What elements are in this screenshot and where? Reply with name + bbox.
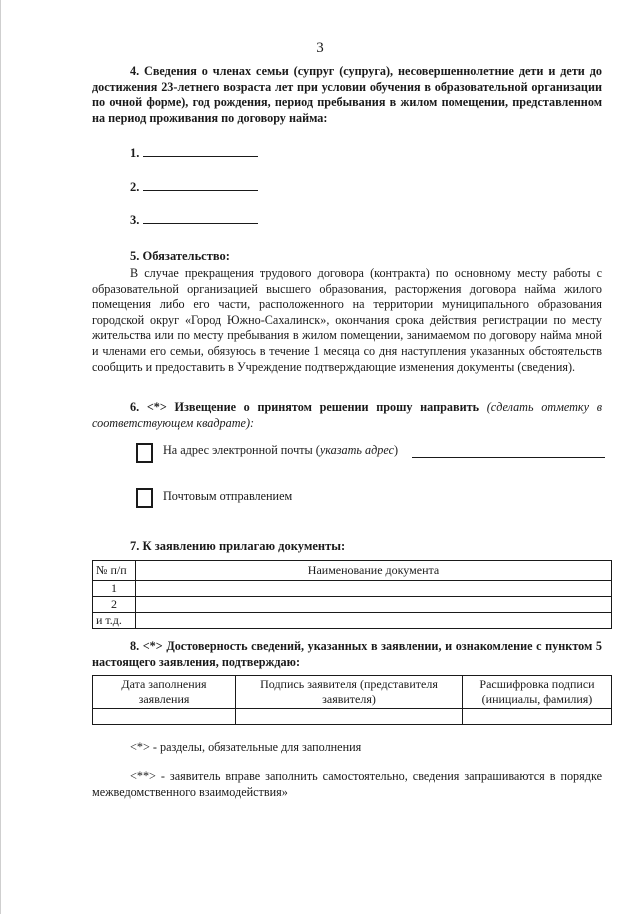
confirmation-table [92,675,612,725]
row-number: 1 [93,581,136,597]
document-name-cell[interactable] [136,581,612,597]
row-number: 2 [93,597,136,613]
family-member-number: 3. [130,213,140,227]
family-member-field-3[interactable] [143,223,258,224]
email-option-checkbox[interactable] [136,443,153,463]
column-header-document: Наименование документа [136,561,612,581]
email-address-field[interactable] [412,457,605,458]
email-option-hint: указать адрес [319,443,394,457]
decryption-cell[interactable] [463,709,612,725]
table-row [93,597,612,613]
signature-cell[interactable] [236,709,463,725]
post-option-checkbox[interactable] [136,488,153,508]
document-name-cell[interactable] [136,613,612,629]
post-option-label: Почтовым отправлением [163,489,293,503]
table-row [93,613,612,629]
row-number: и т.д. [93,613,136,629]
column-header-decryption: Расшифровка подписи (инициалы, фамилия) [463,676,612,709]
email-option-close: ) [393,443,399,457]
section-8-heading: 8. <*> Достоверность сведений, указанных в заявлении, и ознакомление с пунктом 5 настоящего заявления, подтверждаю: [92,639,602,669]
email-option-label: На адрес электронной почты ( [163,443,320,457]
table-row [93,581,612,597]
note-optional-info: <**> - заявитель вправе заполнить самостоятельно, сведения запрашиваются в порядке межведомственного взаимодействия» [92,769,602,799]
section-7-heading: 7. К заявлению прилагаю документы: [130,539,346,553]
date-cell[interactable] [93,709,236,725]
family-member-number: 2. [130,180,140,194]
section-4-heading: 4. Сведения о членах семьи (супруг (супруга), несовершеннолетние дети и дети до достижения 23-летнего возраста лет при условии обучения в образовательной организации по очной форме), год рождения, период пребывания в жилом помещении, представленном на период проживания по договору найма: [92,64,602,125]
table-header-row [93,561,612,581]
family-member-number: 1. [130,146,140,160]
family-member-field-1[interactable] [143,156,258,157]
document-name-cell[interactable] [136,597,612,613]
column-header-date: Дата заполнения заявления [93,676,236,709]
section-5-heading: 5. Обязательство: [130,249,230,263]
confirmation-row [93,709,612,725]
family-member-row-1 [130,146,258,161]
email-option [163,443,398,458]
documents-table [92,560,612,629]
column-header-number: № п/п [93,561,136,581]
family-member-row-3 [130,213,258,228]
column-header-signature: Подпись заявителя (представителя заявителя) [236,676,463,709]
section-5-text: В случае прекращения трудового договора (контракта) по основному месту работы с образовательной организацией высшего образования, расторжения договора найма жилого помещения либо его части, расположенного на территории муниципального образования городской округ «Город Южно-Сахалинск», окончания срока действия регистрации по месту жительства или по месту пребывания в жилом помещении, занимаемом по договору найма мной и членами его семьи, обязуюсь в течение 1 месяца со дня наступления указанных обстоятельств сообщить и предоставить в Учреждение подтверждающие изменения документы (сведения). [92,266,602,374]
section-6-title: 6. <*> Извещение о принятом решении прошу направить [130,400,480,414]
family-member-field-2[interactable] [143,190,258,191]
confirmation-header-row [93,676,612,709]
section-6-heading [92,400,602,431]
family-member-row-2 [130,180,258,195]
page-edge [0,0,2,914]
page-number: 3 [316,40,324,56]
section-6-hint: (сделать отметку в соответствующем квадрате): [92,400,603,430]
note-required-sections: <*> - разделы, обязательные для заполнения [130,740,362,754]
